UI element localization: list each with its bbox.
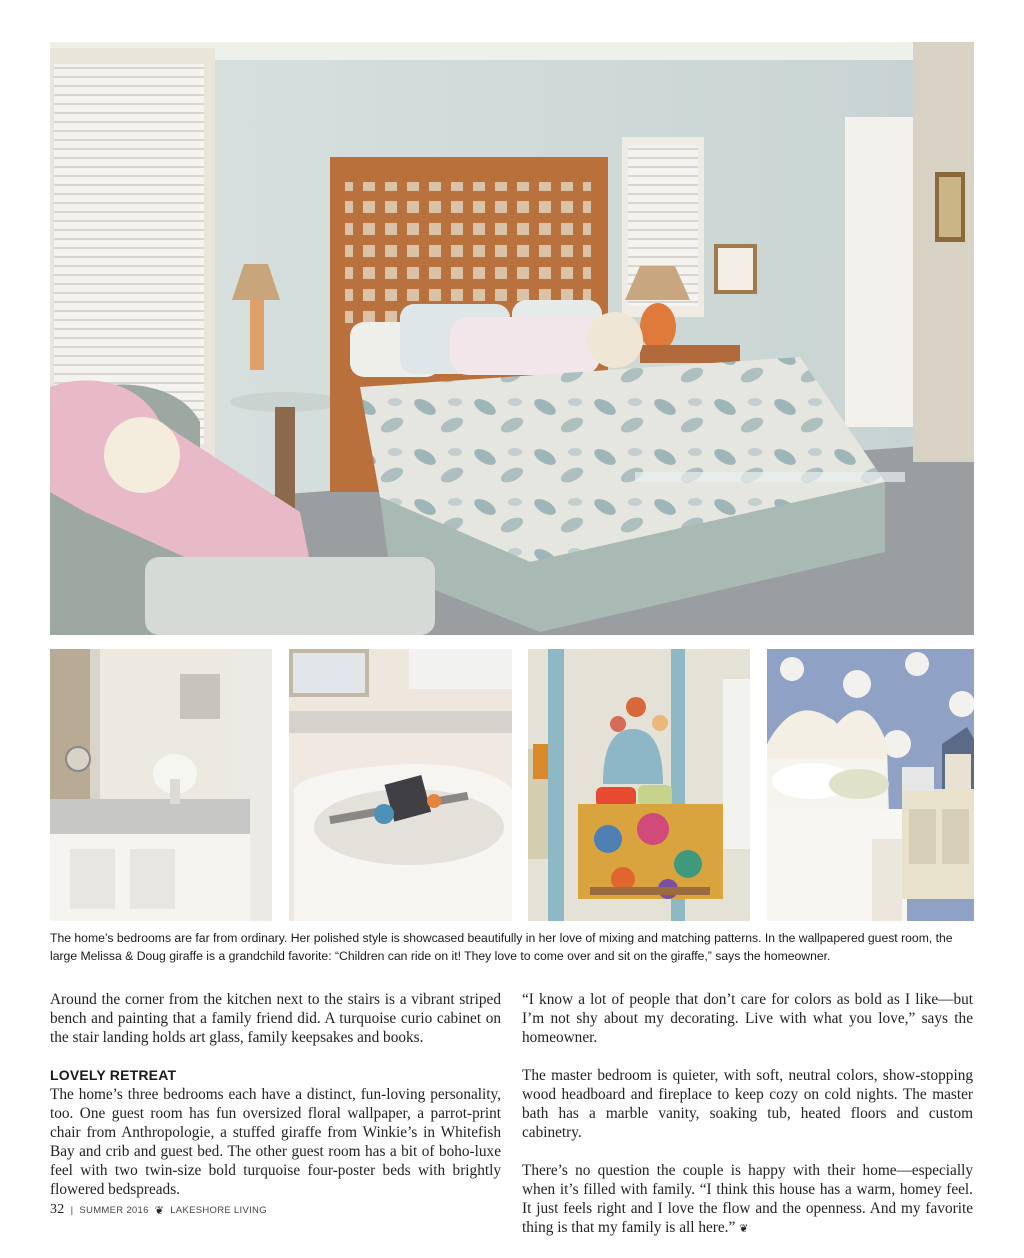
bathroom-vanity-photo: [50, 649, 272, 921]
footer-separator: |: [70, 1204, 74, 1216]
end-ornament-icon: ❦: [739, 1223, 749, 1235]
page-footer: [50, 1202, 267, 1218]
section-heading: LOVELY RETREAT: [50, 1067, 177, 1083]
four-poster-bed-photo: [528, 649, 750, 921]
page-number: 32: [50, 1202, 65, 1217]
body-paragraph: [522, 1161, 973, 1239]
article-column-left: [50, 990, 501, 1218]
body-paragraph: Around the corner from the kitchen next to the stairs is a vibrant striped bench and painting that a family friend did. A turquoise curio cabinet on the stair landing holds art glass, family keepsakes and books.: [50, 991, 501, 1046]
photo-caption: The home’s bedrooms are far from ordinary. Her polished style is showcased beautifully in her love of mixing and matching patterns. In the wallpapered guest room, the large Melissa & Doug giraffe is a grandchild favorite: “Children can ride on it! They love to come over and sit on the giraffe,” says the homeowner.: [50, 931, 953, 963]
soaking-tub-photo: [289, 649, 512, 921]
magazine-name: LAKESHORE LIVING: [170, 1204, 267, 1216]
wallpapered-guest-room-photo: [767, 649, 974, 921]
body-paragraph-text: There’s no question the couple is happy with their home—especially when it’s filled with family. “I think this house has a warm, homey feel. It just feels right and I love the flow and the openness. And my favorite thing is that my family is all here.”: [522, 1162, 973, 1236]
body-paragraph: “I know a lot of people that don’t care for colors as bold as I like—but I’m not shy about my decorating. Live with what you love,” says the homeowner.: [522, 991, 973, 1046]
master-bedroom-photo: [50, 42, 974, 635]
body-paragraph: The home’s three bedrooms each have a distinct, fun-loving personality, too. One guest room has fun oversized floral wallpaper, a parrot-print chair from Anthropologie, a stuffed giraffe from Winkie’s in Whitefish Bay and crib and guest bed. The other guest room has a bit of boho-luxe feel with two twin-size bold turquoise four-poster beds with brightly flowered bedspreads.: [50, 1086, 501, 1198]
body-paragraph: The master bedroom is quieter, with soft, neutral colors, show-stopping wood headboard and fireplace to keep cozy on cold nights. The master bath has a marble vanity, soaking tub, heated floors and custom cabinetry.: [522, 1067, 973, 1141]
article-column-right: [522, 990, 973, 1258]
leaf-ornament-icon: ❦: [154, 1204, 165, 1217]
issue-label: SUMMER 2016: [79, 1204, 149, 1216]
